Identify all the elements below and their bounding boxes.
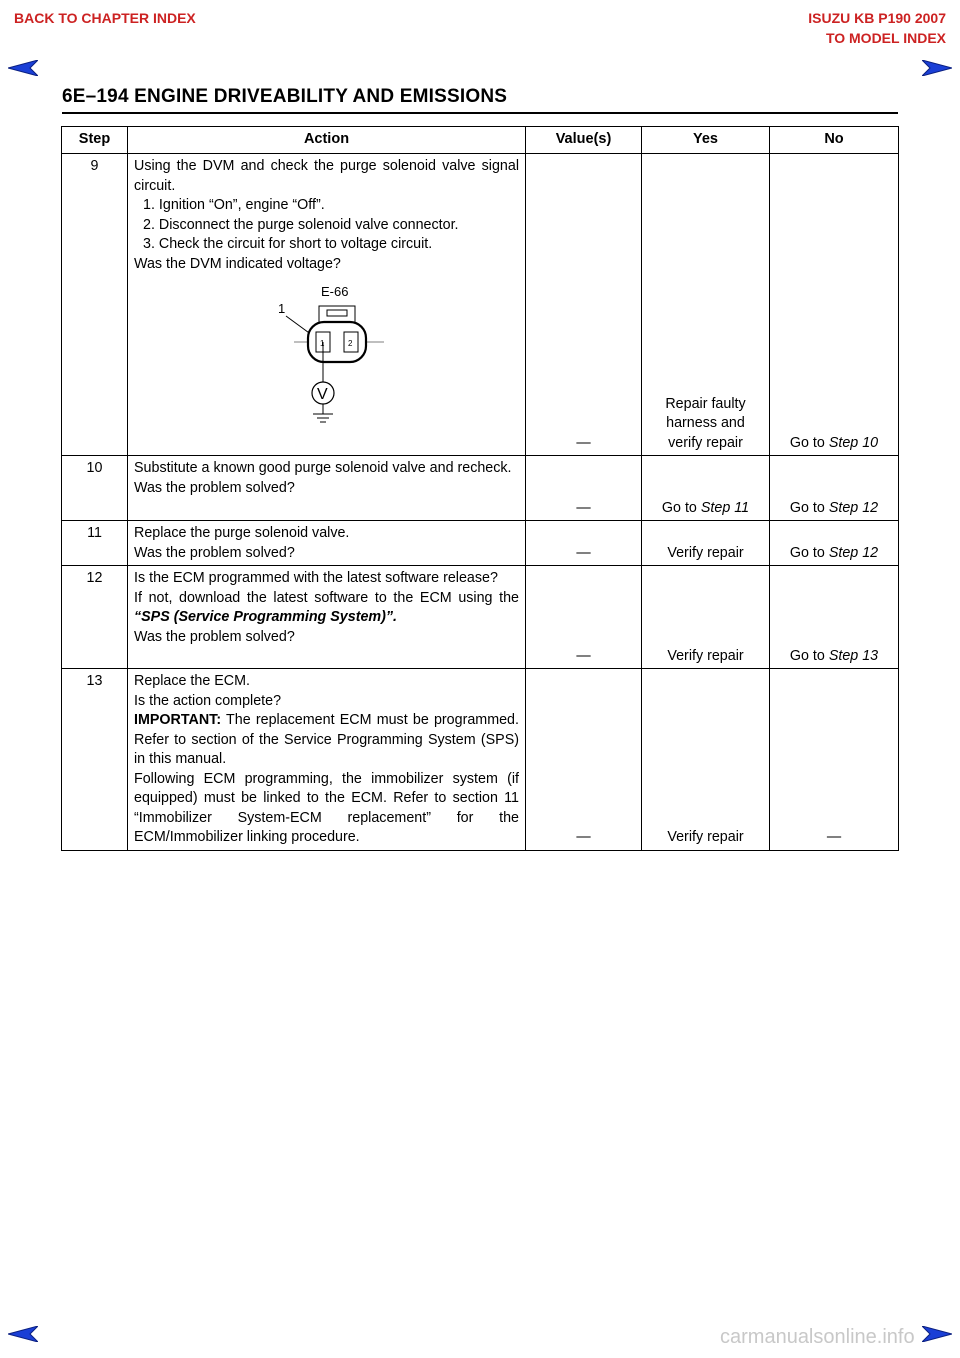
substep: 2. Disconnect the purge solenoid valve connector. [143,216,459,233]
no-prefix: Go to [789,434,825,451]
substep: 3. Check the circuit for short to voltage circuit. [143,236,433,252]
linking-note: Following ECM programming, the immobilizer system (if equipped) must be linked to the ECM. Refer to section 11 “Immobilizer System-ECM replacement” for the ECM/Immobilizer linking procedure. [134,770,519,845]
question-text: Was the problem solved? [134,479,295,496]
table-row [62,521,899,566]
step-link[interactable]: Step 13 [828,647,879,664]
values-cell: — [526,566,642,669]
question-text: Was the problem solved? [134,628,295,645]
no-cell: — [770,669,899,851]
connector-diagram [254,280,404,430]
no-prefix: Go to [789,499,825,516]
no-prefix: Go to [789,647,825,664]
action-cell [128,566,526,669]
no-cell [770,154,899,456]
table-row [62,154,899,456]
step-link[interactable]: Step 10 [828,434,879,451]
column-header-yes: Yes [642,127,770,154]
next-page-bottom-arrow-icon[interactable] [922,1326,952,1342]
important-text: The replacement ECM must be programmed. Refer to section of the Service Programming System (SPS) in this manual. [134,712,519,767]
title-divider [62,112,898,114]
connector-label: E-66 [321,284,349,299]
values-cell: — [526,456,642,521]
no-cell [770,566,899,669]
meter-symbol: V [317,386,328,403]
page-title: 6E–194 ENGINE DRIVEABILITY AND EMISSIONS [62,86,508,107]
action-cell [128,456,526,521]
question-text: Is the action complete? [134,692,282,709]
back-to-chapter-index-link[interactable]: BACK TO CHAPTER INDEX [14,10,196,26]
column-header-values: Value(s) [526,127,642,154]
substep: 1. Ignition “On”, engine “Off”. [143,197,325,213]
table-row [62,456,899,521]
column-header-action: Action [128,127,526,154]
column-header-no: No [770,127,899,154]
yes-prefix: Go to [661,499,697,516]
values-cell: — [526,669,642,851]
question-text: Was the problem solved? [134,544,295,561]
step-link[interactable]: Step 12 [828,499,879,516]
step-number: 11 [62,521,128,566]
step-link[interactable]: Step 11 [700,499,750,516]
no-cell [770,456,899,521]
yes-cell [642,456,770,521]
no-cell [770,521,899,566]
column-header-step: Step [62,127,128,154]
yes-cell: Verify repair [642,566,770,669]
step-number: 13 [62,669,128,851]
pin-callout: 1 [278,301,286,316]
yes-cell: Verify repair [642,669,770,851]
action-cell [128,154,526,456]
step-number: 10 [62,456,128,521]
action-text: Substitute a known good purge solenoid valve and recheck. [134,460,512,476]
no-prefix: Go to [789,544,825,561]
previous-page-arrow-icon[interactable] [8,60,38,76]
action-cell [128,521,526,566]
step-number: 9 [62,154,128,456]
instruction-text: If not, download the latest software to the ECM using the [134,589,519,606]
action-text: Replace the ECM. [134,673,251,689]
action-text: Is the ECM programmed with the latest software release? [134,570,498,586]
sps-reference-link[interactable]: “SPS (Service Programming System)”. [134,609,397,625]
action-instruction [134,589,519,628]
diagnostic-table [61,126,899,851]
table-row [62,566,899,669]
model-title-link[interactable]: ISUZU KB P190 2007 [808,10,946,26]
next-page-arrow-icon[interactable] [922,60,952,76]
yes-cell: Verify repair [642,521,770,566]
pin-2-label: 2 [348,339,353,348]
values-cell: — [526,154,642,456]
important-label: IMPORTANT: [134,712,222,728]
yes-text: Repair faulty harness and verify repair [665,395,746,451]
action-text: Replace the purge solenoid valve. [134,525,350,541]
table-header-row [62,127,899,154]
action-cell [128,669,526,851]
pin-1-label: 1 [320,339,325,348]
step-number: 12 [62,566,128,669]
footer-watermark: carmanualsonline.info [720,1326,915,1348]
to-model-index-link[interactable]: TO MODEL INDEX [825,30,946,46]
table-row [62,669,899,851]
values-cell: — [526,521,642,566]
yes-cell [642,154,770,456]
action-text: Using the DVM and check the purge solenoid valve signal circuit. [134,158,519,194]
step-link[interactable]: Step 12 [828,544,879,561]
question-text: Was the DVM indicated voltage? [134,255,341,272]
important-note [134,711,519,770]
previous-page-bottom-arrow-icon[interactable] [8,1326,38,1342]
